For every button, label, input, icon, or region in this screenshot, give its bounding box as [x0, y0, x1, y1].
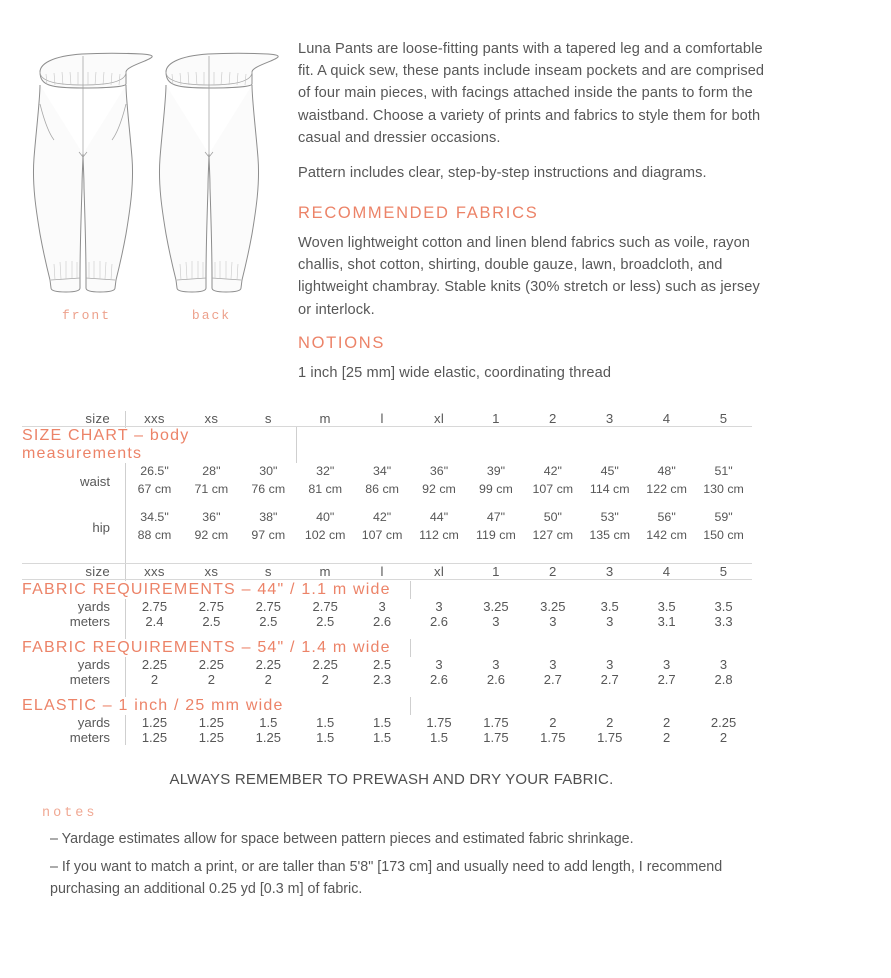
value-cell: 3.5 [657, 598, 676, 614]
value-cell: 2.6 [373, 613, 392, 629]
value-cell: 1.75 [540, 729, 566, 745]
metric-value: 86 cm [365, 482, 399, 497]
value-cell: 2.25 [198, 656, 225, 672]
imperial-value: 28" [202, 464, 221, 479]
measurement-cell [695, 463, 752, 499]
row-label-waist: waist [22, 463, 126, 499]
view-labels [18, 308, 280, 323]
measurement-cell [467, 509, 524, 545]
value-cell: 1.5 [259, 714, 278, 730]
value-cell: 2.8 [714, 671, 733, 687]
metric-value: 102 cm [304, 528, 346, 543]
notes-label: notes [42, 805, 98, 821]
size-header-cell: 3 [605, 410, 614, 426]
imperial-value: 36" [202, 510, 221, 525]
imperial-value: 42" [373, 510, 392, 525]
size-header-cell: xl [433, 410, 445, 426]
measurement-cell [638, 463, 695, 499]
value-cell: 3.5 [714, 598, 733, 614]
metric-value: 71 cm [194, 482, 229, 497]
imperial-value: 48" [657, 464, 676, 479]
metric-value: 76 cm [251, 482, 286, 497]
size-header-cell: xs [204, 564, 219, 580]
imperial-value: 50" [543, 510, 562, 525]
value-cell: 2.5 [373, 656, 392, 672]
value-cell: 2.6 [486, 671, 505, 687]
value-cell: 3 [719, 656, 728, 672]
intro-paragraph-1: Luna Pants are loose-fitting pants with a tapered leg and a comfortable fit. A quick sew, these pants include inseam pockets and are comprised of four main pieces, with facings attached inside the pants to form the waistband. Choose a variety of prints and fabrics to style them for both casual and dressier occasions. [298, 41, 765, 146]
table-row-elastic-yards [22, 715, 752, 730]
measurement-cell [581, 509, 638, 545]
imperial-value: 51" [714, 464, 733, 479]
imperial-value: 40" [316, 510, 335, 525]
imperial-value: 44" [429, 510, 449, 525]
measurement-cell [240, 509, 297, 545]
table-row-elastic-meters [22, 730, 752, 745]
value-cell: 3.25 [483, 598, 509, 614]
metric-value: 92 cm [194, 528, 229, 543]
imperial-value: 26.5" [140, 464, 169, 479]
top-section [0, 0, 891, 397]
value-cell: 1.25 [141, 729, 168, 745]
row-label-hip: hip [22, 509, 126, 545]
measurement-cell [467, 463, 524, 499]
fabric-44-title-row [22, 581, 752, 599]
recommended-fabrics-body: Woven lightweight cotton and linen blend fabrics such as voile, rayon challis, shot cotton, shirting, double gauze, lawn, broadcloth, and lightweight chambray. Stable knits (30% stretch or less) such as jersey or interlock. [298, 235, 760, 318]
row-label-meters: meters [22, 614, 126, 629]
imperial-value: 34.5" [140, 510, 169, 525]
value-cell: 1.5 [429, 729, 449, 745]
metric-value: 97 cm [251, 528, 286, 543]
measurement-cell [126, 509, 183, 545]
size-header-cell: xs [204, 410, 219, 426]
metric-value: 88 cm [137, 528, 172, 543]
value-cell: 2 [150, 671, 159, 687]
value-cell: 2 [321, 671, 329, 687]
recommended-fabrics-heading: RECOMMENDED FABRICS [298, 204, 539, 223]
imperial-value: 59" [714, 510, 733, 525]
size-header-row [22, 411, 752, 427]
imperial-value: 36" [429, 464, 449, 479]
metric-value: 130 cm [703, 482, 744, 497]
value-cell: 3.25 [540, 598, 566, 614]
value-cell: 2.5 [202, 613, 221, 629]
value-cell: 3 [606, 656, 614, 672]
size-header-cell: m [319, 410, 331, 426]
value-cell: 1.75 [597, 729, 623, 745]
size-header-cell: 1 [492, 564, 500, 580]
metric-value: 112 cm [419, 528, 459, 543]
value-cell: 2.3 [373, 671, 392, 687]
pants-technical-drawing [18, 28, 280, 306]
metric-value: 67 cm [137, 482, 172, 497]
measurement-cell [638, 509, 695, 545]
value-cell: 3.3 [714, 613, 733, 629]
row-label-meters: meters [22, 730, 126, 745]
table-row-fabric54-yards [22, 657, 752, 672]
measurement-cell [354, 509, 411, 545]
size-header-cell: l [380, 564, 384, 580]
size-header-cell: xl [433, 564, 445, 580]
back-view-label: back [191, 308, 232, 323]
value-cell: 2.75 [312, 598, 338, 614]
value-cell: 2 [663, 729, 671, 745]
value-cell: 3 [435, 598, 443, 614]
imperial-value: 47" [486, 510, 505, 525]
imperial-value: 34" [373, 464, 392, 479]
value-cell: 1.75 [483, 729, 509, 745]
imperial-value: 56" [657, 510, 676, 525]
fabric-54-title: FABRIC REQUIREMENTS – 54" / 1.4 m wide [22, 639, 411, 657]
table-row-fabric54-meters [22, 672, 752, 687]
imperial-value: 53" [600, 510, 619, 525]
description-column [280, 28, 861, 397]
spacer-row [22, 545, 752, 563]
value-cell: 3 [549, 613, 557, 629]
size-header-cell: 1 [492, 410, 500, 426]
size-header-cell: xxs [144, 410, 165, 426]
table-row-waist [22, 463, 752, 499]
measurement-cell [524, 509, 581, 545]
size-header-label: size [22, 411, 126, 427]
elastic-title-row [22, 697, 752, 715]
value-cell: 3 [606, 613, 614, 629]
fabric-44-title: FABRIC REQUIREMENTS – 44" / 1.1 m wide [22, 581, 411, 599]
row-label-yards: yards [22, 599, 126, 614]
size-header-table-top [22, 411, 752, 745]
measurement-cell [695, 509, 752, 545]
value-cell: 3 [435, 656, 443, 672]
imperial-value: 45" [600, 464, 619, 479]
size-header-cell: xxs [144, 564, 165, 580]
metric-value: 119 cm [476, 528, 516, 543]
imperial-value: 32" [316, 464, 335, 479]
metric-value: 92 cm [422, 482, 456, 497]
spacer-row [22, 687, 752, 697]
table-row-fabric44-yards [22, 599, 752, 614]
measurement-cell [240, 463, 297, 499]
measurement-cell [354, 463, 411, 499]
size-header-cell: 3 [605, 564, 614, 580]
prewash-notice: ALWAYS REMEMBER TO PREWASH AND DRY YOUR FABRIC. [169, 770, 614, 788]
intro-paragraph-2: Pattern includes clear, step-by-step instructions and diagrams. [298, 164, 707, 181]
value-cell: 2.25 [255, 656, 281, 672]
size-header-cell: 5 [719, 410, 728, 426]
imperial-value: 42" [543, 464, 562, 479]
size-header-cell: m [319, 564, 331, 580]
value-cell: 2 [606, 714, 614, 730]
size-header-cell: 4 [662, 410, 671, 426]
table-row-hip [22, 509, 752, 545]
measurement-cell [126, 463, 183, 499]
size-header-row-bottom [22, 564, 752, 580]
value-cell: 3 [663, 656, 671, 672]
size-chart-title: SIZE CHART – body measurements [22, 427, 297, 463]
spacer-row [22, 499, 752, 509]
value-cell: 1.5 [373, 714, 392, 730]
specifications-tables [0, 397, 891, 900]
value-cell: 2.25 [141, 656, 168, 672]
value-cell: 2.25 [312, 656, 338, 672]
metric-value: 99 cm [479, 482, 513, 497]
value-cell: 1.5 [373, 729, 392, 745]
value-cell: 1.25 [141, 714, 168, 730]
spacer-row [22, 629, 752, 639]
size-header-cell: 5 [719, 564, 728, 580]
metric-value: 107 cm [532, 482, 574, 497]
imperial-value: 30" [259, 464, 278, 479]
value-cell: 2.6 [429, 671, 449, 687]
fabric-54-title-row [22, 639, 752, 657]
metric-value: 114 cm [589, 482, 630, 497]
imperial-value: 39" [486, 464, 505, 479]
value-cell: 3 [378, 598, 386, 614]
measurement-cell [297, 509, 354, 545]
measurement-cell [183, 463, 240, 499]
measurement-cell [581, 463, 638, 499]
value-cell: 1.25 [198, 729, 225, 745]
value-cell: 2.75 [255, 598, 281, 614]
notions-heading: NOTIONS [298, 333, 386, 352]
measurement-cell [297, 463, 354, 499]
front-view-label: front [61, 308, 111, 323]
row-label-meters: meters [22, 672, 126, 687]
table-row-fabric44-meters [22, 614, 752, 629]
size-header-cell: 2 [548, 564, 557, 580]
value-cell: 1.5 [316, 714, 335, 730]
value-cell: 3 [549, 656, 557, 672]
size-header-cell: 4 [662, 564, 671, 580]
value-cell: 2 [207, 671, 215, 687]
value-cell: 2.5 [259, 613, 278, 629]
value-cell: 3.1 [657, 613, 676, 629]
value-cell: 1.5 [316, 729, 335, 745]
imperial-value: 38" [259, 510, 278, 525]
value-cell: 2.7 [657, 671, 676, 687]
measurement-cell [524, 463, 581, 499]
value-cell: 2.7 [543, 671, 562, 687]
size-header-cell: l [380, 410, 384, 426]
size-header-label: size [22, 564, 126, 580]
value-cell: 1.75 [483, 714, 509, 730]
measurement-cell [411, 463, 468, 499]
value-cell: 2.75 [198, 598, 225, 614]
value-cell: 3 [492, 656, 500, 672]
elastic-title: ELASTIC – 1 inch / 25 mm wide [22, 697, 411, 715]
value-cell: 2 [264, 671, 272, 687]
note-item: – Yardage estimates allow for space between pattern pieces and estimated fabric shrinkage. [50, 830, 634, 847]
value-cell: 1.25 [255, 729, 281, 745]
size-header-cell: 2 [548, 410, 557, 426]
value-cell: 2 [549, 714, 557, 730]
metric-value: 81 cm [308, 482, 343, 497]
value-cell: 2.5 [316, 613, 335, 629]
metric-value: 122 cm [646, 482, 687, 497]
value-cell: 2.6 [429, 613, 449, 629]
value-cell: 2.4 [145, 613, 164, 629]
value-cell: 2 [663, 714, 671, 730]
size-header-cell: s [264, 410, 272, 426]
size-header-cell: s [264, 564, 272, 580]
value-cell: 1.25 [198, 714, 225, 730]
metric-value: 135 cm [589, 528, 631, 543]
value-cell: 2.7 [600, 671, 619, 687]
illustration-column [18, 28, 280, 397]
value-cell: 2.25 [710, 714, 737, 730]
metric-value: 127 cm [532, 528, 574, 543]
size-chart-title-row [22, 427, 752, 463]
value-cell: 2 [719, 729, 728, 745]
metric-value: 142 cm [646, 528, 687, 543]
note-item: – If you want to match a print, or are taller than 5'8" [173 cm] and usually need to add length, I recommend purchasing an additional 0.25 yd [0.3 m] of fabric. [50, 859, 723, 897]
value-cell: 2.75 [141, 598, 168, 614]
row-label-yards: yards [22, 657, 126, 672]
value-cell: 3.5 [600, 598, 619, 614]
metric-value: 107 cm [361, 528, 403, 543]
notions-body: 1 inch [25 mm] wide elastic, coordinating thread [298, 364, 612, 381]
measurement-cell [183, 509, 240, 545]
row-label-yards: yards [22, 715, 126, 730]
metric-value: 150 cm [703, 528, 744, 543]
measurement-cell [411, 509, 468, 545]
value-cell: 3 [492, 613, 500, 629]
value-cell: 1.75 [426, 714, 452, 730]
